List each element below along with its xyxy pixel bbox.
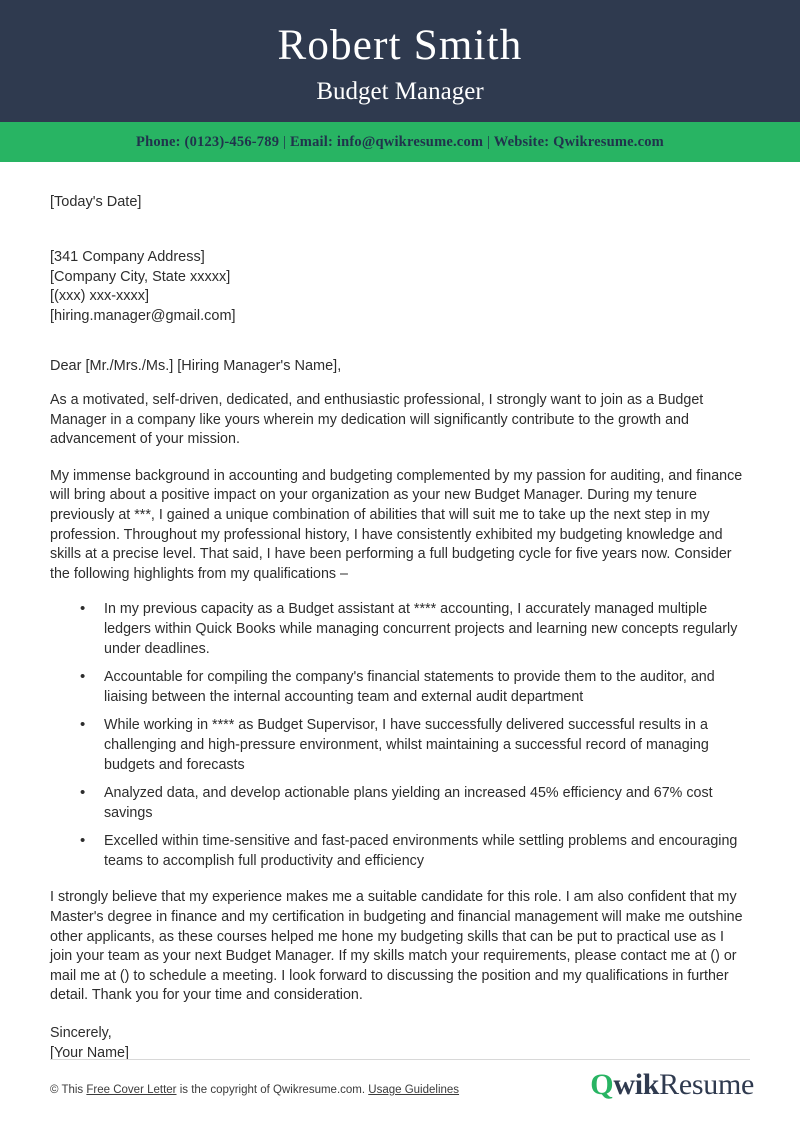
list-item: • Accountable for compiling the company's financial statements to provide them to the auditor, and liaising between the internal accounting team and external audit department — [102, 668, 748, 707]
recipient-address — [50, 248, 748, 326]
logo-wik: wik — [613, 1068, 660, 1101]
email-value[interactable]: info@qwikresume.com — [336, 133, 484, 150]
footer-copyright-prefix: © This — [50, 1084, 84, 1096]
email-label: Email: — [289, 133, 334, 150]
document-footer — [50, 1068, 754, 1102]
recipient-address-line-1: [341 Company Address] — [50, 249, 205, 265]
free-cover-letter-link[interactable]: Free Cover Letter — [86, 1084, 177, 1096]
website-label: Website: — [493, 133, 550, 150]
logo-resume: Resume — [659, 1068, 754, 1101]
letter-paragraph-2: My immense background in accounting and budgeting complemented by my passion for auditing, and finance will bring about a positive impact on your organization as your new Budget Manager. During my tenure previously at ***, I gained a unique combination of abilities that will suit me to take up the next step in my profession. Throughout my professional history, I have consistently exhibited my budgeting knowledge and skills at a precise level. That said, I have been performing a full budgeting cycle for five years now. Consider the following highlights from my qualifications – — [50, 467, 743, 582]
list-item: • Analyzed data, and develop actionable plans yielding an increased 45% efficiency and 67% cost savings — [102, 784, 748, 823]
phone-value: (0123)-456-789 — [184, 133, 280, 150]
candidate-name: Robert Smith — [277, 22, 523, 69]
letter-body — [0, 194, 800, 1063]
contact-line — [136, 134, 664, 151]
list-item: • In my previous capacity as a Budget assistant at **** accounting, I accurately managed multiple ledgers within Quick Books while managing concurrent projects and learning new concepts regularly under deadlines. — [102, 600, 748, 659]
list-item: • Excelled within time-sensitive and fast-paced environments while settling problems and encouraging teams to accomplish full productivity and efficiency — [102, 832, 748, 871]
footer-copyright-middle: is the copyright of Qwikresume.com. — [179, 1084, 366, 1096]
recipient-address-line-2: [Company City, State xxxxx] — [50, 268, 231, 285]
qualification-list — [50, 600, 748, 871]
logo-q: Q — [590, 1068, 614, 1101]
contact-bar — [0, 122, 800, 162]
qwikresume-logo — [590, 1068, 754, 1102]
footer-divider — [50, 1059, 750, 1060]
candidate-job-title: Budget Manager — [316, 78, 484, 105]
letter-salutation: Dear [Mr./Mrs./Ms.] [Hiring Manager's Name], — [50, 358, 342, 374]
recipient-email: [hiring.manager@gmail.com] — [50, 307, 236, 324]
sign-off: Sincerely, — [50, 1025, 112, 1042]
letter-closing — [50, 1024, 748, 1063]
letter-date: [Today's Date] — [50, 194, 142, 210]
phone-label: Phone: — [136, 133, 181, 150]
list-item: • While working in **** as Budget Supervisor, I have successfully delivered successful results in a challenging and high-pressure environment, whilst maintaining a successful record of managing budgets and forecasts — [102, 716, 748, 775]
letter-paragraph-1: As a motivated, self-driven, dedicated, and enthusiastic professional, I strongly want to join as a Budget Manager in a company like yours wherein my dedication will significantly contribute to the growth and advancement of your mission. — [50, 392, 704, 448]
contact-separator-1: | — [283, 133, 287, 150]
usage-guidelines-link[interactable]: Usage Guidelines — [368, 1084, 460, 1096]
document-header — [0, 0, 800, 122]
footer-copyright — [50, 1084, 459, 1102]
website-value[interactable]: Qwikresume.com — [553, 133, 664, 150]
recipient-phone: [(xxx) xxx-xxxx] — [50, 288, 150, 304]
signature-name: [Your Name] — [50, 1044, 129, 1061]
contact-separator-2: | — [487, 133, 491, 150]
letter-paragraph-3: I strongly believe that my experience makes me a suitable candidate for this role. I am also confident that my Master's degree in finance and my certification in budgeting and financial management will make me outshine other applicants, as these courses helped me hone my budgeting skills that can be put to practical use as I join your team as your next Budget Manager. If my skills match your requirements, please contact me at () or mail me at () to schedule a meeting. I look forward to discussing the position and my qualifications in further detail. Thank you for your time and consideration. — [50, 889, 743, 1004]
